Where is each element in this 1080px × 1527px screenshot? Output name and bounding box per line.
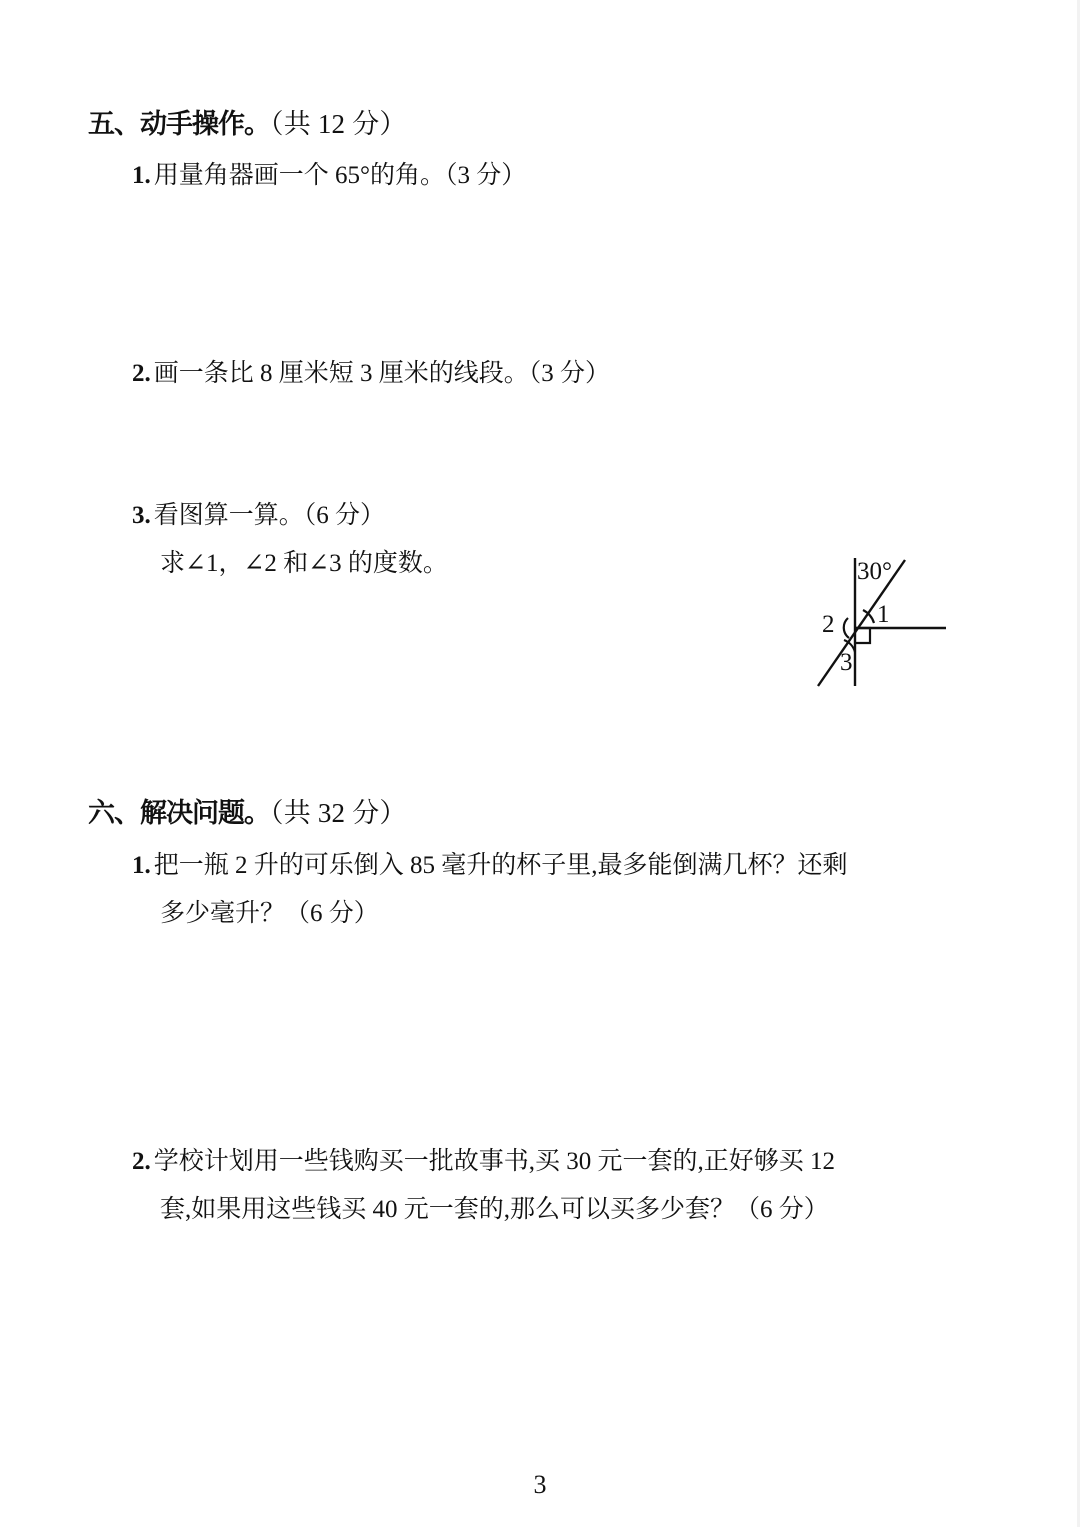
section-heading-six — [88, 797, 407, 831]
label-angle-2: 2 — [822, 611, 835, 638]
label-30-degrees: 30° — [857, 558, 892, 585]
problem-5-3-subline: 求∠1，∠2 和∠3 的度数。 — [160, 550, 448, 577]
problem-6-2-text-line-2: 套,如果用这些钱买 40 元一套的,那么可以买多少套？（6 分） — [160, 1196, 829, 1223]
problem-6-1-text-line-1: 把一瓶 2 升的可乐倒入 85 毫升的杯子里,最多能倒满几杯？还剩 — [153, 852, 848, 879]
problem-6-2 — [132, 1146, 835, 1179]
problem-5-2-number: 2. — [132, 360, 151, 387]
section-six-score: （共 32 分） — [270, 798, 407, 828]
problem-5-3-text: 看图算一算。（6 分） — [153, 502, 386, 529]
problem-5-3-number: 3. — [132, 502, 151, 529]
angle-diagram — [800, 548, 960, 698]
problem-6-1-text-line-2: 多少毫升？（6 分） — [160, 900, 379, 927]
problem-5-2-text: 画一条比 8 厘米短 3 厘米的线段。（3 分） — [153, 360, 611, 387]
page-number: 3 — [533, 1470, 547, 1499]
label-angle-1: 1 — [877, 601, 890, 628]
problem-6-1 — [132, 850, 848, 883]
section-heading-five — [88, 108, 407, 142]
angle-2-arc — [844, 618, 849, 638]
section-six-label: 六、解决问题。 — [88, 798, 270, 829]
section-five-label: 五、动手操作。 — [88, 109, 270, 140]
problem-5-1-number: 1. — [132, 162, 151, 189]
section-five-score: （共 12 分） — [270, 109, 407, 139]
problem-6-2-number: 2. — [132, 1148, 151, 1175]
problem-5-2 — [132, 358, 610, 391]
problem-5-1 — [132, 160, 526, 193]
label-angle-3: 3 — [840, 649, 853, 676]
angle-diagram-svg — [800, 548, 960, 698]
problem-5-3 — [132, 500, 385, 533]
problem-6-1-number: 1. — [132, 852, 151, 879]
problem-5-1-text: 用量角器画一个 65°的角。（3 分） — [153, 162, 527, 189]
problem-6-2-text-line-1: 学校计划用一些钱购买一批故事书,买 30 元一套的,正好够买 12 — [153, 1148, 836, 1175]
